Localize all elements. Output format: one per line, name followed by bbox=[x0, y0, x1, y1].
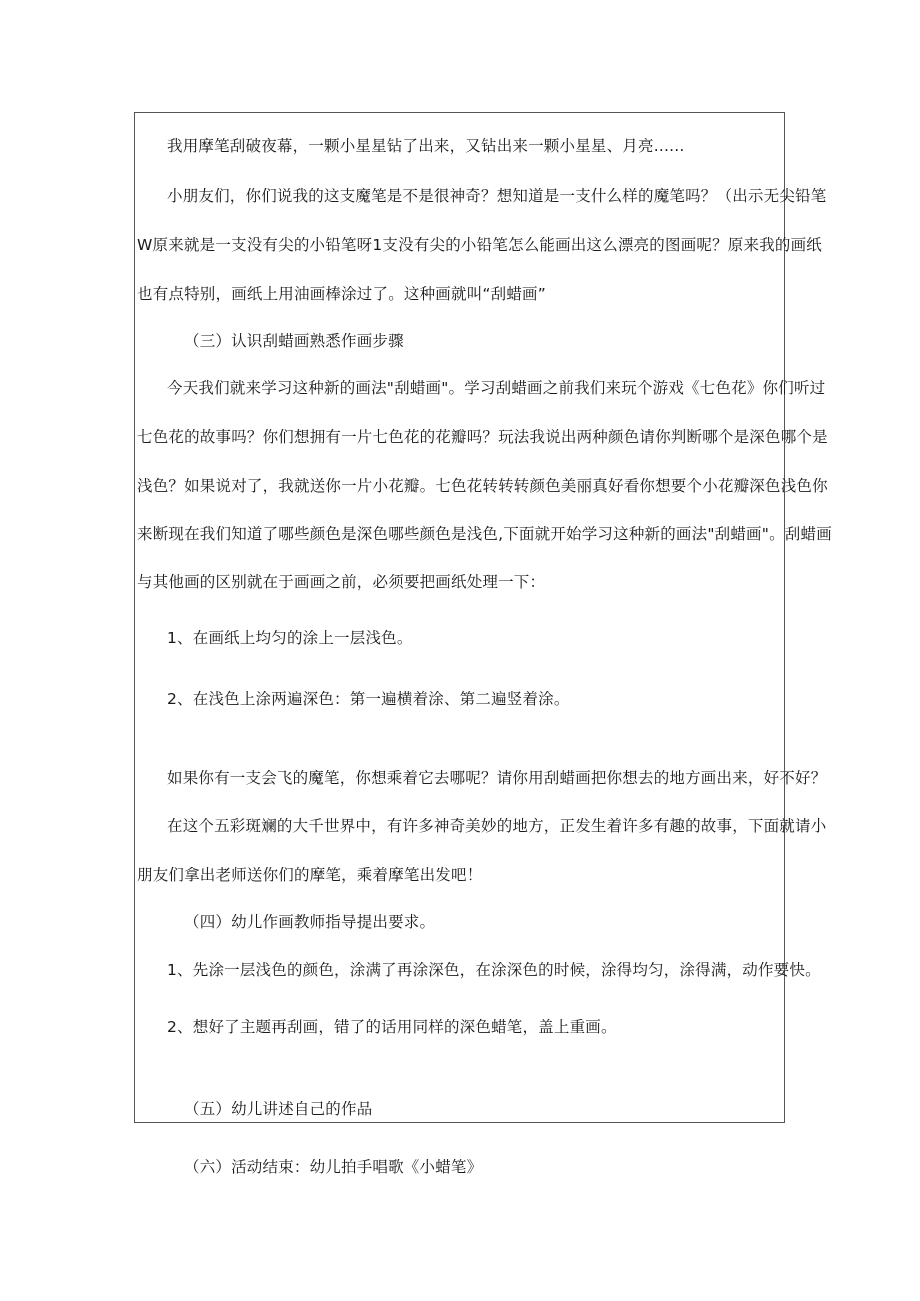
paragraph-line: 七色花的故事吗？你们想拥有一片七色花的花瓣吗？玩法我说出两种颜色请你判断哪个是深色哪个是 bbox=[137, 428, 828, 446]
paragraph-line: 如果你有一支会飞的魔笔，你想乘着它去哪呢？请你用刮蜡画把你想去的地方画出来，好不好？ bbox=[167, 769, 827, 787]
paragraph-line: 朋友们拿出老师送你们的摩笔，乘着摩笔出发吧！ bbox=[137, 866, 483, 884]
section-heading: （六）活动结束：幼儿拍手唱歌《小蜡笔》 bbox=[184, 1158, 483, 1176]
list-item: 2、在浅色上涂两遍深色：第一遍横着涂、第二遍竖着涂。 bbox=[167, 690, 570, 708]
section-heading: （四）幼儿作画教师指导提出要求。 bbox=[184, 913, 436, 931]
paragraph-line: W原来就是一支没有尖的小铅笔呀1支没有尖的小铅笔怎么能画出这么漂亮的图画呢？原来我的画纸 bbox=[137, 236, 822, 254]
paragraph-line: 与其他画的区别就在于画画之前，必须要把画纸处理一下： bbox=[137, 573, 546, 591]
list-item: 1、在画纸上均匀的涂上一层浅色。 bbox=[167, 629, 413, 647]
list-item: 1、先涂一层浅色的颜色，涂满了再涂深色，在涂深色的时候，涂得均匀，涂得满，动作要快。 bbox=[167, 961, 821, 979]
section-heading: （三）认识刮蜡画熟悉作画步骤 bbox=[184, 332, 404, 350]
paragraph-line: 也有点特别，画纸上用油画棒涂过了。这种画就叫“刮蜡画” bbox=[137, 285, 546, 303]
section-heading: （五）幼儿讲述自己的作品 bbox=[184, 1100, 373, 1118]
list-item: 2、想好了主题再刮画，错了的话用同样的深色蜡笔，盖上重画。 bbox=[167, 1018, 617, 1036]
paragraph-line: 我用摩笔刮破夜幕，一颗小星星钻了出来，又钻出来一颗小星星、月亮...... bbox=[167, 137, 685, 155]
paragraph-line: 今天我们就来学习这种新的画法"刮蜡画"。学习刮蜡画之前我们来玩个游戏《七色花》你们听过 bbox=[167, 379, 826, 397]
paragraph-line: 浅色？如果说对了，我就送你一片小花瓣。七色花转转转颜色美丽真好看你想要个小花瓣深色浅色你 bbox=[137, 477, 828, 495]
paragraph-line: 来断现在我们知道了哪些颜色是深色哪些颜色是浅色,下面就开始学习这种新的画法"刮蜡画"。刮蜡画 bbox=[137, 525, 832, 543]
paragraph-line: 在这个五彩斑斓的大千世界中，有许多神奇美妙的地方，正发生着许多有趣的故事，下面就请小 bbox=[167, 817, 827, 835]
paragraph-line: 小朋友们，你们说我的这支魔笔是不是很神奇？想知道是一支什么样的魔笔吗？（出示无尖铅笔 bbox=[167, 187, 827, 205]
